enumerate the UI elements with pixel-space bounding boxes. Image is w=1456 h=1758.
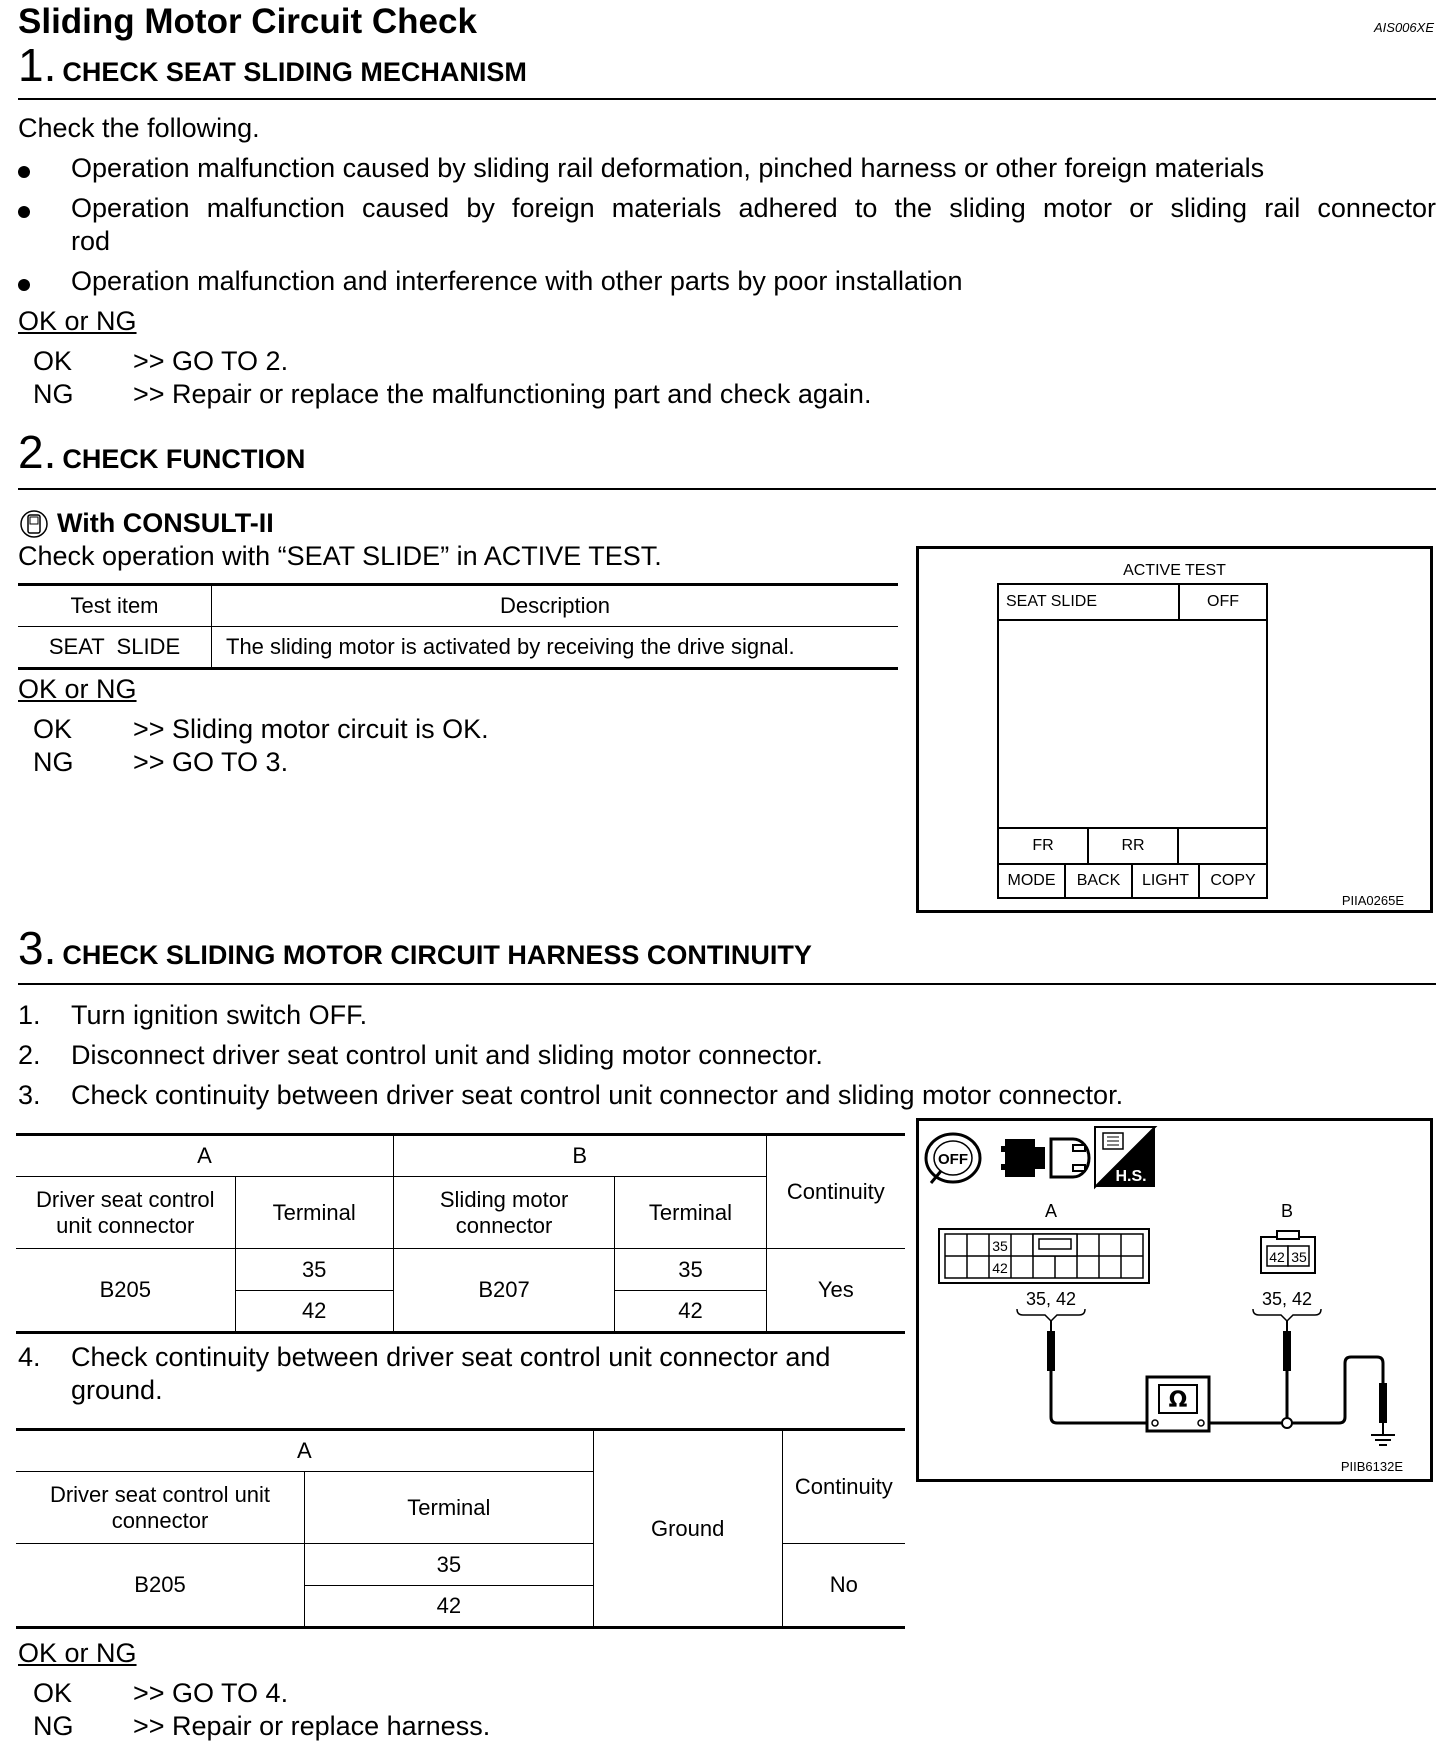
probe-a <box>1047 1321 1149 1423</box>
ok-result: >> Sliding motor circuit is OK. <box>133 714 489 744</box>
bullet-icon <box>18 206 30 218</box>
table-cell: 35 <box>235 1249 393 1291</box>
disconnect-connector-icon <box>1001 1139 1089 1177</box>
step-1-title: CHECK SEAT SLIDING MECHANISM <box>62 57 527 87</box>
step-2-heading <box>18 426 306 478</box>
table-header: Driver seat control unit connector <box>16 1472 305 1544</box>
table-cell: B207 <box>393 1249 614 1333</box>
active-test-table <box>18 583 898 670</box>
consult-screen <box>997 583 1268 899</box>
ground-icon <box>1371 1383 1395 1445</box>
table-cell: No <box>782 1544 905 1628</box>
bullet-item: Operation malfunction caused by sliding rail deformation, pinched harness or other foreign materials <box>71 153 1265 183</box>
document-id: AIS006XE <box>1374 20 1434 35</box>
list-number: 3. <box>18 1080 41 1110</box>
table-cell: SEAT SLIDE <box>18 627 212 669</box>
table-header: Terminal <box>305 1472 594 1544</box>
figure-id: PIIB6132E <box>1340 1459 1403 1474</box>
table-header: Ground <box>593 1430 782 1628</box>
pin-label: 42 <box>992 1260 1008 1276</box>
ohm-symbol: Ω <box>1168 1388 1188 1413</box>
step-2-instruction: Check operation with “SEAT SLIDE” in ACTIVE TEST. <box>18 541 662 571</box>
divider <box>18 488 1436 490</box>
ok-ng-heading: OK or NG <box>18 1638 137 1668</box>
table-header: B <box>393 1135 766 1177</box>
step-3-heading <box>18 922 812 974</box>
bullet-item: Operation malfunction caused by foreign materials adhered to the sliding motor or sliding rail connector <box>71 193 1436 223</box>
list-number: 4. <box>18 1342 41 1372</box>
copy-button[interactable]: COPY <box>1210 872 1256 889</box>
table-header: Test item <box>18 585 212 627</box>
circuit-diagram <box>919 1121 1430 1479</box>
list-number: 2. <box>18 1040 41 1070</box>
step-3-number: 3. <box>18 922 57 974</box>
mode-button[interactable]: MODE <box>999 865 1066 897</box>
step-1-number: 1. <box>18 39 57 91</box>
figure-id: PIIA0265E <box>1341 893 1404 908</box>
screen-value: OFF <box>1207 593 1239 610</box>
table-cell: B205 <box>16 1249 235 1333</box>
list-item: Disconnect driver seat control unit and sliding motor connector. <box>71 1040 823 1070</box>
circuit-figure <box>916 1118 1433 1482</box>
list-number: 1. <box>18 1000 41 1030</box>
pins-b-label: 35, 42 <box>1261 1289 1313 1309</box>
table-header: Continuity <box>766 1135 905 1249</box>
table-cell: 35 <box>615 1249 766 1291</box>
table-cell: 42 <box>615 1291 766 1333</box>
probe-b <box>1209 1321 1383 1428</box>
pins-a-label: 35, 42 <box>1025 1289 1077 1309</box>
light-button[interactable]: LIGHT <box>1133 865 1200 897</box>
ok-label: OK <box>33 346 73 376</box>
ng-label: NG <box>33 1711 74 1741</box>
harness-side-icon <box>1095 1127 1155 1187</box>
ok-ng-heading: OK or NG <box>18 306 137 336</box>
pin-label: 35 <box>1291 1249 1307 1265</box>
pin-label: 42 <box>1269 1249 1285 1265</box>
bullet-item-continued: rod <box>71 226 111 256</box>
step-3-title: CHECK SLIDING MOTOR CIRCUIT HARNESS CONTINUITY <box>62 940 812 970</box>
fr-button[interactable]: FR <box>999 829 1089 863</box>
consult-icon <box>18 508 50 540</box>
table-cell: Yes <box>766 1249 905 1333</box>
table-cell: B205 <box>16 1544 305 1628</box>
step-1-heading <box>18 39 527 91</box>
screen-item-cell <box>999 585 1180 621</box>
ok-ng-heading: OK or NG <box>18 674 137 704</box>
table-header: Terminal <box>615 1177 766 1249</box>
step-1-intro: Check the following. <box>18 113 260 143</box>
table-cell: 42 <box>235 1291 393 1333</box>
step-2-number: 2. <box>18 426 57 478</box>
table-header: Description <box>212 585 899 627</box>
table-header: A <box>16 1430 593 1472</box>
table-header: Continuity <box>782 1430 905 1544</box>
screen-title: ACTIVE TEST <box>1123 562 1226 579</box>
connector-a-label: A <box>1044 1201 1058 1221</box>
continuity-table-a-b <box>16 1133 905 1334</box>
table-header: Sliding motor connector <box>393 1177 614 1249</box>
off-text: OFF <box>938 1151 968 1168</box>
hs-text: H.S. <box>1115 1168 1147 1185</box>
ng-result: >> Repair or replace the malfunctioning part and check again. <box>133 379 872 409</box>
list-item: Check continuity between driver seat control unit connector and <box>71 1342 831 1372</box>
bullet-item: Operation malfunction and interference with other parts by poor installation <box>71 266 963 296</box>
ignition-off-icon <box>926 1134 980 1183</box>
ok-result: >> GO TO 2. <box>133 346 289 376</box>
divider <box>18 983 1436 985</box>
connector-b <box>1261 1231 1315 1273</box>
screen-item: SEAT SLIDE <box>1006 593 1097 610</box>
continuity-table-ground <box>16 1428 905 1629</box>
ok-label: OK <box>33 714 73 744</box>
ohmmeter-icon <box>1147 1377 1209 1431</box>
ng-result: >> GO TO 3. <box>133 747 289 777</box>
ok-label: OK <box>33 1678 73 1708</box>
list-item-continued: ground. <box>71 1375 163 1405</box>
table-cell: 42 <box>305 1586 594 1628</box>
table-cell: The sliding motor is activated by receiving the drive signal. <box>212 627 899 669</box>
back-button[interactable]: BACK <box>1066 865 1133 897</box>
list-item: Turn ignition switch OFF. <box>71 1000 368 1030</box>
screen-value-cell <box>1180 585 1266 621</box>
divider <box>18 98 1436 100</box>
ng-result: >> Repair or replace harness. <box>133 1711 491 1741</box>
bullet-icon <box>18 279 30 291</box>
consult-label: With CONSULT-II <box>57 508 274 538</box>
connector-a <box>939 1229 1149 1283</box>
ng-label: NG <box>33 747 74 777</box>
bullet-icon <box>18 166 30 178</box>
table-cell: 35 <box>305 1544 594 1586</box>
table-header: A <box>16 1135 393 1177</box>
step-2-title: CHECK FUNCTION <box>62 444 306 474</box>
table-header: Terminal <box>235 1177 393 1249</box>
connector-b-label: B <box>1280 1201 1294 1221</box>
table-header: Driver seat control unit connector <box>16 1177 235 1249</box>
rr-button[interactable]: RR <box>1089 829 1179 863</box>
ng-label: NG <box>33 379 74 409</box>
page-title: Sliding Motor Circuit Check <box>18 2 477 41</box>
pin-label: 35 <box>992 1238 1008 1254</box>
list-item: Check continuity between driver seat control unit connector and sliding motor connector. <box>71 1080 1124 1110</box>
ok-result: >> GO TO 4. <box>133 1678 289 1708</box>
active-test-figure <box>916 546 1433 913</box>
